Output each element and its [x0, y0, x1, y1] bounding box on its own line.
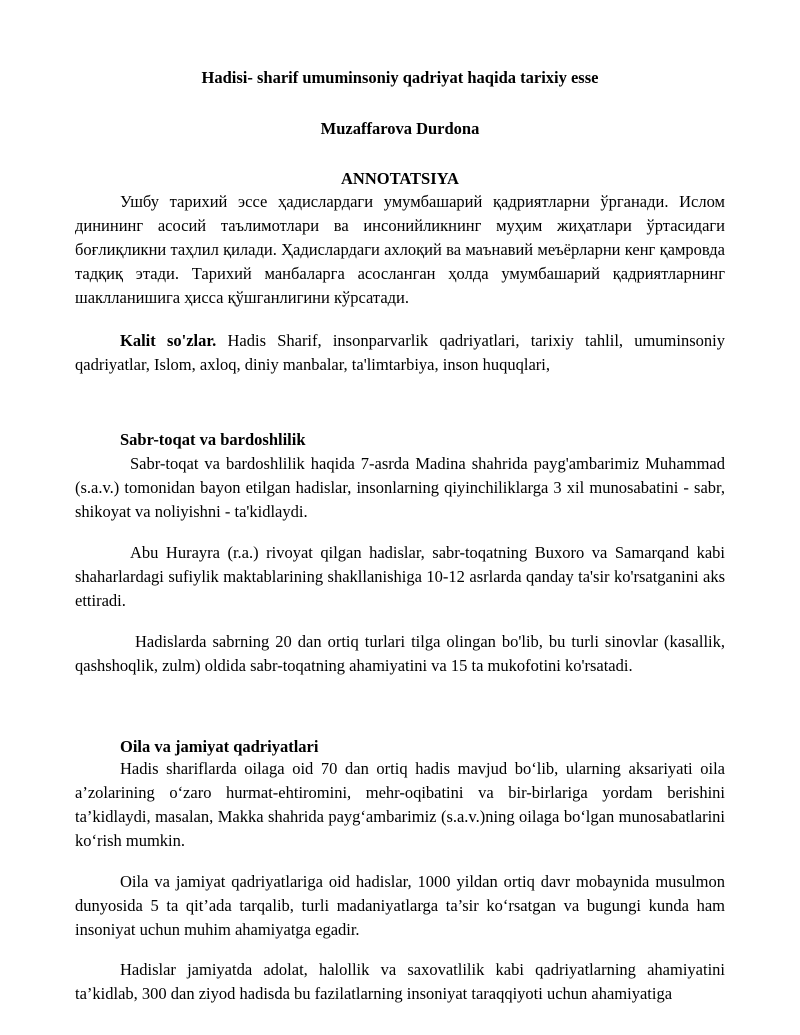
paragraph: Hadislar jamiyatda adolat, halollik va saxovatlilik kabi qadriyatlarning ahamiyatini ta’kidlab, 300 dan ziyod hadisda bu fazilatlarning insoniyat taraqqiyoti uchun ahamiyatiga	[75, 960, 725, 1003]
keywords-paragraph	[75, 329, 725, 377]
section-heading-sabr: Sabr-toqat va bardoshlilik	[120, 430, 306, 449]
paragraph: Hadis shariflarda oilaga oid 70 dan ortiq hadis mavjud bo‘lib, ularning aksariyati oila a’zolarining o‘zaro hurmat-ehtiromini, mehr-oqibatini va bir-birlariga yordam berishini ta’kidlaydi, masalan, Makka shahrida payg‘ambarimiz (s.a.v.)ning oilaga bo‘lgan munosabatlarini ko‘rish mumkin.	[75, 759, 725, 850]
annotation-heading: ANNOTATSIYA	[341, 169, 459, 188]
keywords-text: Hadis Sharif, insonparvarlik qadriyatlari, tarixiy tahlil, umuminsoniy qadriyatlar, Islom, axloq, diniy manbalar, ta'limtarbiya, inson huquqlari,	[75, 331, 725, 374]
paragraph: Sabr-toqat va bardoshlilik haqida 7-asrda Madina shahrida payg'ambarimiz Muhammad (s.a.v.) tomonidan bayon etilgan hadislar, insonlarning qiyinchiliklarga 3 xil munosabatini - sabr, shikoyat va noliyishni - ta'kidlaydi.	[75, 454, 725, 521]
author-name: Muzaffarova Durdona	[320, 119, 480, 138]
keywords-label: Kalit so'zlar.	[120, 331, 217, 350]
paragraph: Abu Hurayra (r.a.) rivoyat qilgan hadislar, sabr-toqatning Buxoro va Samarqand kabi shaharlardagi sufiylik maktablarining shakllanishiga 10-12 asrlarda qanday ta'sir ko'rsatganini aks ettiradi.	[75, 543, 725, 610]
annotation-paragraph: Ушбу тарихий эссе ҳадислардаги умумбашарий қадриятларни ўрганади. Ислом динининг асосий таълимотлари ва инсонийликнинг муҳим жиҳатлари ўртасидаги боғлиқликни таҳлил қилади. Ҳадислардаги ахлоқий ва маънавий меъёрларни кенг қамровда тадқиқ этади. Тарихий манбаларга асосланган ҳолда умумбашарий қадриятларнинг шаклланишига ҳисса қўшганлигини кўрсатади.	[75, 192, 725, 307]
paragraph: Oila va jamiyat qadriyatlariga oid hadislar, 1000 yildan ortiq davr mobaynida musulmon dunyosida 5 ta qit’ada tarqalib, turli madaniyatlarga ta’sir ko‘rsatgan va bugungi kunda ham insoniyat uchun muhim ahamiyatga egadir.	[75, 872, 725, 939]
paragraph: Hadislarda sabrning 20 dan ortiq turlari tilga olingan bo'lib, bu turli sinovlar (kasallik, qashshoqlik, zulm) oldida sabr-toqatning ahamiyatini va 15 ta mukofotini ko'rsatadi.	[75, 632, 725, 675]
section-heading-oila: Oila va jamiyat qadriyatlari	[120, 737, 319, 756]
document-title: Hadisi- sharif umuminsoniy qadriyat haqida tarixiy esse	[201, 68, 599, 87]
